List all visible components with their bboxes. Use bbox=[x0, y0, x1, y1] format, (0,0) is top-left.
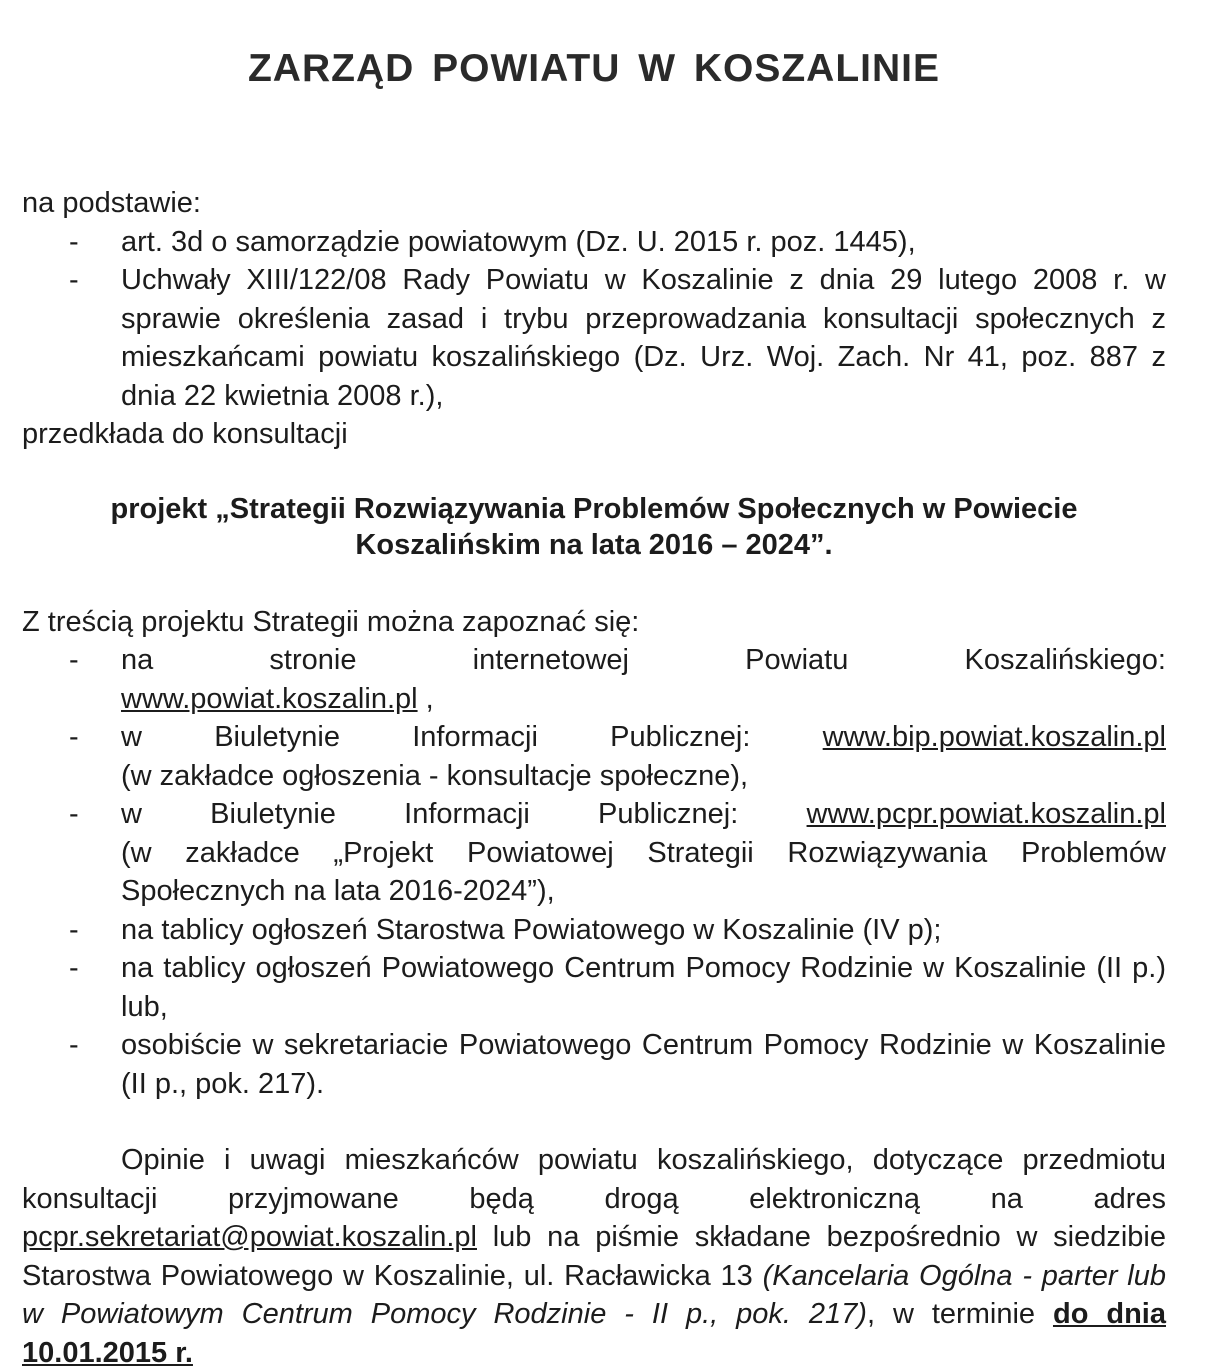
list-item bbox=[22, 261, 1166, 415]
access-item-rest: (w zakładce ogłoszenia - konsultacje społeczne), bbox=[121, 759, 749, 792]
access-item-text: na tablicy ogłoszeń Powiatowego Centrum Pomocy Rodzinie w Koszalinie (II p.) lub, bbox=[121, 952, 1166, 1023]
access-item-line bbox=[121, 795, 1166, 834]
basis-outro: przedkłada do konsultacji bbox=[22, 418, 348, 450]
access-item-suffix: , bbox=[417, 682, 434, 715]
basis-intro: na podstawie: bbox=[22, 187, 201, 219]
list-item bbox=[22, 718, 1166, 795]
bullet-dash: - bbox=[69, 798, 79, 830]
list-item bbox=[22, 1026, 1166, 1103]
email-link[interactable]: pcpr.sekretariat@powiat.koszalin.pl bbox=[22, 1221, 477, 1253]
closing-paragraph bbox=[22, 1141, 1166, 1372]
bullet-dash: - bbox=[69, 952, 79, 984]
deadline: do dnia 10.01.2015 r. bbox=[22, 1298, 1166, 1369]
basis-list bbox=[22, 223, 1166, 416]
bullet-dash: - bbox=[69, 225, 79, 258]
list-item bbox=[22, 641, 1166, 718]
access-item-text: w Biuletynie Informacji Publicznej: bbox=[121, 798, 739, 830]
access-item-text: na tablicy ogłoszeń Starostwa Powiatowego w Koszalinie (IV p); bbox=[121, 913, 942, 946]
bullet-dash: - bbox=[69, 264, 79, 296]
access-item-rest: (w zakładce „Projekt Powiatowej Strategii Rozwiązywania Problemów Społecznych na lata 2016-2024”), bbox=[121, 836, 1166, 907]
access-intro: Z treścią projektu Strategii można zapoznać się: bbox=[22, 605, 640, 638]
access-list bbox=[22, 641, 1166, 1103]
document-page bbox=[22, 0, 1166, 1372]
bullet-dash: - bbox=[69, 721, 79, 753]
pcpr-link[interactable]: www.pcpr.powiat.koszalin.pl bbox=[806, 798, 1166, 830]
bullet-dash: - bbox=[69, 644, 79, 676]
list-item bbox=[22, 223, 1166, 262]
closing-text: lub na piśmie składane bezpośrednio w siedzibie Starostwa Powiatowego w Koszalinie, ul. Racławicka 13 bbox=[22, 1221, 1166, 1292]
bullet-dash: - bbox=[69, 913, 79, 946]
project-title bbox=[22, 491, 1166, 563]
access-item-text: na stronie internetowej Powiatu Koszalińskiego: bbox=[121, 644, 1166, 676]
bullet-dash: - bbox=[69, 1029, 79, 1061]
closing-text: Opinie i uwagi mieszkańców powiatu koszalińskiego, dotyczące przedmiotu konsultacji przyjmowane będą drogą elektroniczną na adres bbox=[22, 1144, 1166, 1215]
list-item bbox=[22, 949, 1166, 1026]
bip-link[interactable]: www.bip.powiat.koszalin.pl bbox=[822, 721, 1166, 753]
basis-item-text: art. 3d o samorządzie powiatowym (Dz. U. 2015 r. poz. 1445), bbox=[121, 225, 916, 258]
access-item-text: osobiście w sekretariacie Powiatowego Centrum Pomocy Rodzinie w Koszalinie (II p., pok. 217). bbox=[121, 1029, 1166, 1100]
access-item-text: w Biuletynie Informacji Publicznej: bbox=[121, 721, 751, 753]
access-item-line bbox=[121, 718, 1166, 757]
closing-text: , w terminie bbox=[866, 1298, 1053, 1330]
list-item bbox=[22, 911, 1166, 950]
office-note: (Kancelaria Ogólna - parter lub w Powiatowym Centrum Pomocy Rodzinie - II p., pok. 217) bbox=[22, 1259, 1166, 1330]
website-link[interactable]: www.powiat.koszalin.pl bbox=[121, 682, 418, 715]
project-title-line: Koszalińskim na lata 2016 – 2024”. bbox=[355, 528, 833, 561]
list-item bbox=[22, 795, 1166, 911]
page-title: ZARZĄD POWIATU W KOSZALINIE bbox=[247, 47, 941, 90]
basis-item-text: Uchwały XIII/122/08 Rady Powiatu w Koszalinie z dnia 29 lutego 2008 r. w sprawie określenia zasad i trybu przeprowadzania konsultacji społecznych z mieszkańcami powiatu koszalińskiego (Dz. Urz. Woj. Zach. Nr 41, poz. 887 z dnia 22 kwietnia 2008 r.), bbox=[121, 264, 1166, 412]
project-title-line: projekt „Strategii Rozwiązywania Problemów Społecznych w Powiecie bbox=[110, 492, 1078, 525]
